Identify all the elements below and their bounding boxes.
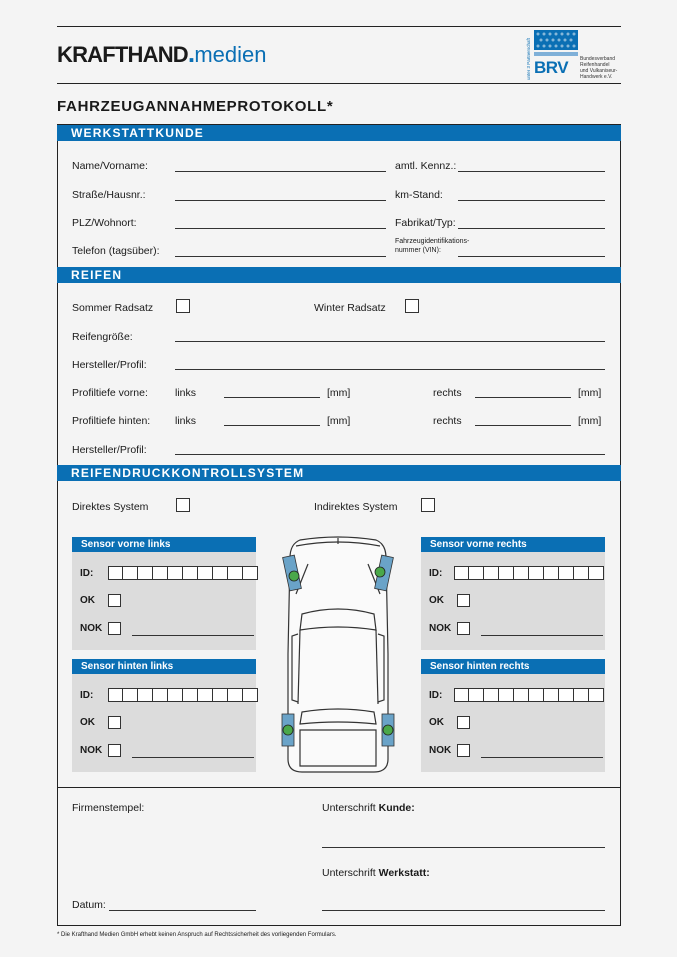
logo-light-text: medien	[194, 42, 267, 67]
ok-label: OK	[429, 717, 444, 728]
workshop-signature-label: Unterschrift Werkstatt:	[322, 867, 430, 879]
ok-label: OK	[80, 595, 95, 606]
rear-right-label: rechts	[433, 415, 462, 427]
sensor-panel-front-right	[421, 537, 605, 650]
direct-system-label: Direktes System	[72, 501, 149, 513]
vin-label-1: Fahrzeugidentifikations-	[395, 238, 470, 245]
sensor-panel-rear-left	[72, 659, 256, 772]
logo-bold-text: KRAFTHAND	[57, 42, 188, 67]
nok-note-field[interactable]	[481, 757, 603, 758]
nok-note-field[interactable]	[132, 757, 254, 758]
manufacturer-label: Hersteller/Profil:	[72, 359, 147, 371]
nok-label: NOK	[429, 745, 452, 756]
ok-checkbox[interactable]	[457, 716, 470, 729]
street-label: Straße/Hausnr.:	[72, 189, 146, 201]
rear-tread-label: Profiltiefe hinten:	[72, 415, 151, 427]
rear-right-field[interactable]	[475, 425, 571, 426]
front-left-unit: [mm]	[327, 387, 351, 399]
km-label: km-Stand:	[395, 189, 443, 201]
id-label: ID:	[80, 568, 94, 579]
sensor-rear-right-title: Sensor hinten rechts	[421, 659, 605, 674]
phone-label: Telefon (tagsüber):	[72, 245, 160, 257]
front-right-field[interactable]	[475, 397, 571, 398]
nok-label: NOK	[429, 623, 452, 634]
car-diagram-icon	[278, 534, 398, 776]
id-label: ID:	[429, 690, 443, 701]
section-reifen: REIFEN	[57, 267, 621, 283]
phone-field[interactable]	[175, 256, 386, 257]
front-left-field[interactable]	[224, 397, 320, 398]
manufacturer2-label: Hersteller/Profil:	[72, 444, 147, 456]
sensor-rear-left-title: Sensor hinten links	[72, 659, 256, 674]
id-input[interactable]	[454, 566, 604, 580]
name-label: Name/Vorname:	[72, 160, 148, 172]
id-input[interactable]	[108, 566, 258, 580]
vin-field[interactable]	[458, 256, 605, 257]
customer-signature-label: Unterschrift Kunde:	[322, 802, 415, 814]
ok-checkbox[interactable]	[108, 716, 121, 729]
rear-left-unit: [mm]	[327, 415, 351, 427]
front-left-label: links	[175, 387, 197, 399]
vin-label-2: nummer (VIN):	[395, 247, 441, 254]
section-werkstattkunde: WERKSTATTKUNDE	[57, 125, 621, 141]
winter-checkbox[interactable]	[405, 299, 419, 313]
indirect-system-label: Indirektes System	[314, 501, 398, 513]
direct-system-checkbox[interactable]	[176, 498, 190, 512]
brv-side-text: unter 3 Partnerschaft	[526, 37, 531, 80]
rear-right-unit: [mm]	[578, 415, 602, 427]
tire-size-field[interactable]	[175, 341, 605, 342]
tire-size-label: Reifengröße:	[72, 331, 133, 343]
plate-field[interactable]	[458, 171, 605, 172]
date-label: Datum:	[72, 899, 106, 911]
km-field[interactable]	[458, 200, 605, 201]
front-right-unit: [mm]	[578, 387, 602, 399]
signature-separator	[57, 787, 621, 788]
sensor-front-right-title: Sensor vorne rechts	[421, 537, 605, 552]
krafthand-logo: KRAFTHAND.medien	[57, 38, 267, 68]
plz-label: PLZ/Wohnort:	[72, 217, 137, 229]
sensor-panel-rear-right	[421, 659, 605, 772]
workshop-signature-field[interactable]	[322, 910, 605, 911]
company-stamp-label: Firmenstempel:	[72, 802, 145, 814]
footnote: * Die Krafthand Medien GmbH erhebt keinen Anspruch auf Rechtssicherheit des vorliegenden Formulars.	[57, 932, 337, 938]
ok-checkbox[interactable]	[108, 594, 121, 607]
manufacturer2-field[interactable]	[175, 454, 605, 455]
header-top-rule	[57, 26, 621, 27]
manufacturer-field[interactable]	[175, 369, 605, 370]
brv-logo	[526, 30, 621, 82]
ok-label: OK	[80, 717, 95, 728]
nok-checkbox[interactable]	[457, 744, 470, 757]
indirect-system-checkbox[interactable]	[421, 498, 435, 512]
customer-signature-field[interactable]	[322, 847, 605, 848]
winter-label: Winter Radsatz	[314, 302, 386, 314]
plate-label: amtl. Kennz.:	[395, 160, 457, 172]
brv-pattern-icon	[534, 30, 584, 58]
name-field[interactable]	[175, 171, 386, 172]
sensor-front-left-title: Sensor vorne links	[72, 537, 256, 552]
summer-label: Sommer Radsatz	[72, 302, 154, 314]
page-title: FAHRZEUGANNAHMEPROTOKOLL*	[57, 98, 334, 115]
summer-checkbox[interactable]	[176, 299, 190, 313]
front-right-label: rechts	[433, 387, 462, 399]
section-rdks: REIFENDRUCKKONTROLLSYSTEM	[57, 465, 621, 481]
ok-checkbox[interactable]	[457, 594, 470, 607]
id-label: ID:	[80, 690, 94, 701]
ok-label: OK	[429, 595, 444, 606]
rear-left-tire-icon	[282, 714, 294, 746]
rear-left-field[interactable]	[224, 425, 320, 426]
nok-checkbox[interactable]	[108, 622, 121, 635]
rear-right-tire-icon	[382, 714, 394, 746]
id-input[interactable]	[108, 688, 258, 702]
make-label: Fabrikat/Typ:	[395, 217, 456, 229]
nok-note-field[interactable]	[132, 635, 254, 636]
sensor-panel-front-left	[72, 537, 256, 650]
make-field[interactable]	[458, 228, 605, 229]
street-field[interactable]	[175, 200, 386, 201]
nok-label: NOK	[80, 623, 103, 634]
plz-field[interactable]	[175, 228, 386, 229]
date-field[interactable]	[109, 910, 256, 911]
id-input[interactable]	[454, 688, 604, 702]
header-bottom-rule	[57, 83, 621, 84]
rear-left-label: links	[175, 415, 197, 427]
nok-checkbox[interactable]	[457, 622, 470, 635]
nok-note-field[interactable]	[481, 635, 603, 636]
brv-text: Bundesverband Reifenhandel und Vulkaniseur- Handwerk e.V.	[580, 56, 618, 80]
brv-label: BRV	[534, 58, 569, 77]
front-tread-label: Profiltiefe vorne:	[72, 387, 148, 399]
id-label: ID:	[429, 568, 443, 579]
nok-label: NOK	[80, 745, 103, 756]
nok-checkbox[interactable]	[108, 744, 121, 757]
